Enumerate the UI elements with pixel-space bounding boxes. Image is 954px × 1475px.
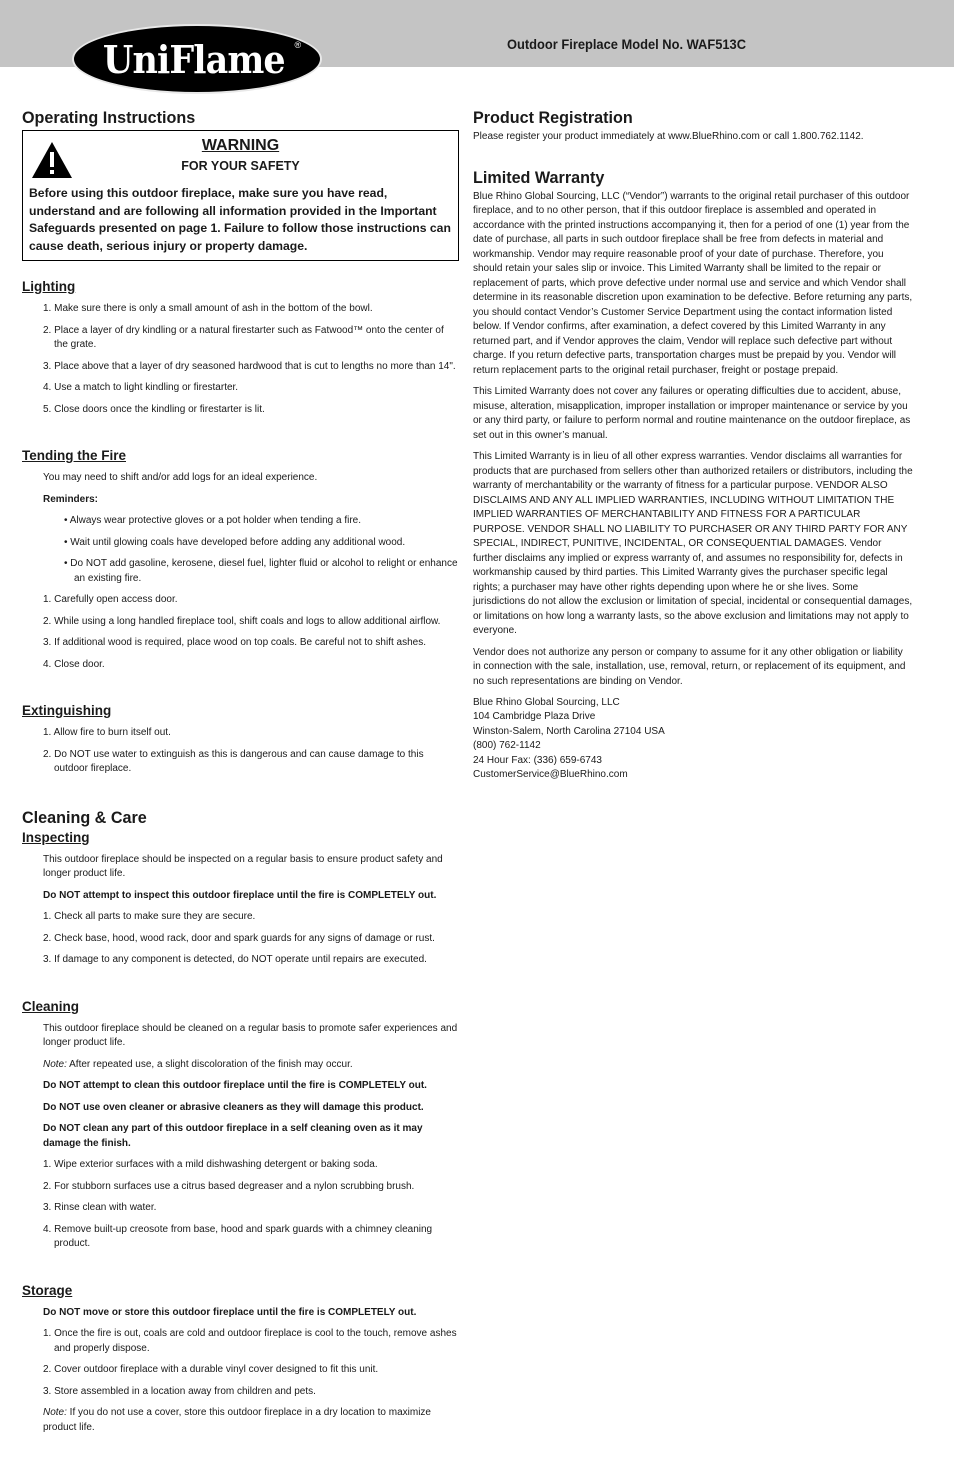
address-line: 24 Hour Fax: (336) 659-6743 bbox=[473, 754, 602, 766]
cleaning-step: 3. Rinse clean with water. bbox=[43, 1202, 157, 1213]
warranty-paragraph: Blue Rhino Global Sourcing, LLC (“Vendor”) warrants to the original retail purchaser of this outdoor fireplace, and to no other person, that if this outdoor fireplace is assembled and operated in accordance with the printed instructions accompanying it, then for a period of one (1) year from the date of purchase, all parts in such outdoor fireplace shall be free from defects in material and workmanship. Vendor may require reasonable proof of your date of purchase. Therefore, you should retain your sales slip or invoice. This Limited Warranty shall be limited to the repair or replacement of parts, which prove defective under normal use and service and which Vendor shall determine in its reasonable discretion upon examination to be defective. Before returning any parts, you should contact Vendor’s Customer Service Department using the contact information listed below. If Vendor confirms, after examination, a defect covered by this Limited Warranty in any returned part, and if Vendor approves the claim, Vendor will replace such defective part without charge. If you return defective parts, transportation charges must be prepaid by you. Vendor will return replacement parts to the original retail purchaser, freight or postage prepaid. bbox=[473, 190, 913, 376]
cleaning-step: 1. Wipe exterior surfaces with a mild dishwashing detergent or baking soda. bbox=[43, 1159, 378, 1170]
address-line: 104 Cambridge Plaza Drive bbox=[473, 711, 596, 723]
warning-title: WARNING bbox=[201, 137, 280, 154]
storage-step: 2. Cover outdoor fireplace with a durable vinyl cover designed to fit this unit. bbox=[43, 1364, 379, 1375]
extinguishing-heading: Extinguishing bbox=[22, 703, 112, 718]
lighting-step: 3. Place above that a layer of dry seasoned hardwood that is cut to lengths no more than 14". bbox=[43, 360, 456, 372]
logo-text: UniFlame bbox=[102, 36, 285, 82]
tending-heading: Tending the Fire bbox=[22, 448, 126, 463]
lighting-step: 2. Place a layer of dry kindling or a natural firestarter such as Fatwood™ onto the center of the grate. bbox=[43, 324, 444, 350]
cleaning-warning: Do NOT attempt to clean this outdoor fireplace until the fire is COMPLETELY out. bbox=[43, 1080, 427, 1091]
storage-step: 1. Once the fire is out, coals are cold and outdoor fireplace is cool to the touch, remove ashes and properly dispose. bbox=[43, 1328, 457, 1354]
reminder-item: • Always wear protective gloves or a pot holder when tending a fire. bbox=[64, 515, 361, 526]
extinguishing-step: 2. Do NOT use water to extinguish as this is dangerous and can cause damage to this outdoor fireplace. bbox=[43, 748, 424, 774]
cleaning-intro: This outdoor fireplace should be cleaned on a regular basis to promote safer experiences and longer product life. bbox=[43, 1022, 458, 1048]
warranty-paragraph: This Limited Warranty is in lieu of all other express warranties. Vendor disclaims all warranties for products that are purchased from sellers other than authorized retailers or distributors, including the warranty of merchantability or the warranty of fitness for a particular purpose. VENDOR ALSO DISCLAIMS AND ANY ALL IMPLIED WARRANTIES, INCLUDING WITHOUT LIMITATION THE IMPLIED WARRANTIES OF MERCHANTABILITY AND FITNESS FOR A PARTICULAR PURPOSE. VENDOR SHALL NO LIABILITY TO PURCHASER OR ANY THIRD PARTY FOR ANY SPECIAL, INDIRECT, PUNITIVE, INCIDENTAL, OR CONSEQUENTIAL DAMAGES. Vendor further disclaims any implied or express warranty of, and assumes no responsibility for, defects in workmanship caused by third parties. This Limited Warranty gives the purchaser specific legal rights; a purchaser may have other rights depending upon where he or she lives. Some jurisdictions do not allow the exclusion or limitation of special, incidental or consequential damages, or limitations on how long a warranty lasts, so the above exclusion and limitations may not apply to everyone. bbox=[473, 451, 913, 636]
cleaning-step: 2. For stubborn surfaces use a citrus based degreaser and a nylon scrubbing brush. bbox=[43, 1180, 415, 1192]
lighting-heading: Lighting bbox=[22, 279, 76, 294]
model-number: Outdoor Fireplace Model No. WAF513C bbox=[507, 36, 747, 52]
reminder-item: • Do NOT add gasoline, kerosene, diesel fuel, lighter fluid or alcohol to relight or enhance an existing fire. bbox=[64, 558, 458, 584]
vendor-address bbox=[473, 696, 913, 782]
reminder-item: • Wait until glowing coals have developed before adding any additional wood. bbox=[64, 536, 406, 548]
warranty-paragraph: Vendor does not authorize any person or company to assume for it any other obligation or liability in connection with the sale, installation, use, removal, return, or replacement of its equipment, and no such representations are binding on Vendor. bbox=[473, 646, 906, 687]
warning-body: Before using this outdoor fireplace, make sure you have read, understand and are following all information provided in the Important Safeguards presented on page 1. Failure to follow those instructions can cause death, serious injury or property damage. bbox=[29, 186, 451, 253]
address-line: Blue Rhino Global Sourcing, LLC bbox=[473, 697, 620, 708]
address-line: Winston-Salem, North Carolina 27104 USA bbox=[473, 725, 665, 737]
limited-warranty-title: Limited Warranty bbox=[473, 167, 605, 187]
inspecting-warning: Do NOT attempt to inspect this outdoor fireplace until the fire is COMPLETELY out. bbox=[43, 889, 437, 901]
cleaning-note bbox=[22, 1058, 459, 1073]
note-text: After repeated use, a slight discoloration of the finish may occur. bbox=[66, 1058, 353, 1070]
warranty-paragraph: This Limited Warranty does not cover any failures or operating difficulties due to accident, abuse, misuse, alteration, misapplication, improper installation or improper maintenance or service by you or any third party, or failure to perform normal and routine maintenance on the outdoor fireplace, as set out in this owner’s manual. bbox=[473, 386, 911, 441]
lighting-step: 5. Close doors once the kindling or firestarter is lit. bbox=[43, 403, 265, 415]
left-column bbox=[22, 108, 459, 1442]
inspecting-intro: This outdoor fireplace should be inspected on a regular basis to ensure product safety and longer product life. bbox=[43, 853, 443, 879]
tending-step: 1. Carefully open access door. bbox=[43, 594, 178, 605]
tending-step: 4. Close door. bbox=[43, 658, 105, 670]
storage-warning: Do NOT move or store this outdoor fireplace until the fire is COMPLETELY out. bbox=[43, 1306, 417, 1318]
logo-registered-mark: ® bbox=[294, 40, 302, 50]
inspecting-step: 3. If damage to any component is detected, do NOT operate until repairs are executed. bbox=[43, 954, 427, 965]
warning-subtitle: FOR YOUR SAFETY bbox=[181, 159, 300, 173]
storage-step: 3. Store assembled in a location away from children and pets. bbox=[43, 1385, 316, 1397]
address-line: CustomerService@BlueRhino.com bbox=[473, 769, 628, 781]
cleaning-heading: Cleaning bbox=[22, 998, 80, 1014]
lighting-step: 4. Use a match to light kindling or firestarter. bbox=[43, 382, 239, 393]
cleaning-warning: Do NOT use oven cleaner or abrasive cleaners as they will damage this product. bbox=[43, 1101, 424, 1113]
product-registration-title: Product Registration bbox=[473, 108, 633, 127]
cleaning-care-title: Cleaning & Care bbox=[22, 807, 147, 827]
cleaning-warning: Do NOT clean any part of this outdoor fireplace in a self cleaning oven as it may damage the finish. bbox=[43, 1123, 423, 1149]
tending-step: 3. If additional wood is required, place wood on top coals. Be careful not to shift ashes. bbox=[43, 637, 427, 648]
registration-text: Please register your product immediately at www.BlueRhino.com or call 1.800.762.1142. bbox=[473, 131, 864, 142]
storage-note bbox=[22, 1406, 459, 1435]
inspecting-heading: Inspecting bbox=[22, 829, 90, 845]
note-text: If you do not use a cover, store this outdoor fireplace in a dry location to maximize product life. bbox=[43, 1407, 431, 1433]
storage-heading: Storage bbox=[22, 1282, 73, 1298]
address-line: (800) 762-1142 bbox=[473, 740, 541, 752]
cleaning-step: 4. Remove built-up creosote from base, hood and spark guards with a chimney cleaning product. bbox=[43, 1223, 433, 1249]
right-column bbox=[473, 108, 913, 782]
inspecting-step: 1. Check all parts to make sure they are secure. bbox=[43, 911, 256, 922]
tending-step: 2. While using a long handled fireplace tool, shift coals and logs to allow additional airflow. bbox=[43, 615, 441, 627]
lighting-step: 1. Make sure there is only a small amount of ash in the bottom of the bowl. bbox=[43, 303, 373, 314]
note-label: Note: bbox=[43, 1407, 67, 1418]
tending-intro: You may need to shift and/or add logs for an ideal experience. bbox=[43, 472, 318, 483]
reminders-label: Reminders: bbox=[43, 493, 99, 505]
extinguishing-step: 1. Allow fire to burn itself out. bbox=[43, 727, 171, 738]
warning-triangle-icon bbox=[31, 141, 73, 179]
uniflame-logo bbox=[72, 24, 322, 94]
warning-box bbox=[22, 130, 459, 261]
inspecting-step: 2. Check base, hood, wood rack, door and spark guards for any signs of damage or rust. bbox=[43, 932, 435, 944]
operating-instructions-title: Operating Instructions bbox=[22, 108, 196, 127]
note-label: Note: bbox=[43, 1058, 67, 1070]
